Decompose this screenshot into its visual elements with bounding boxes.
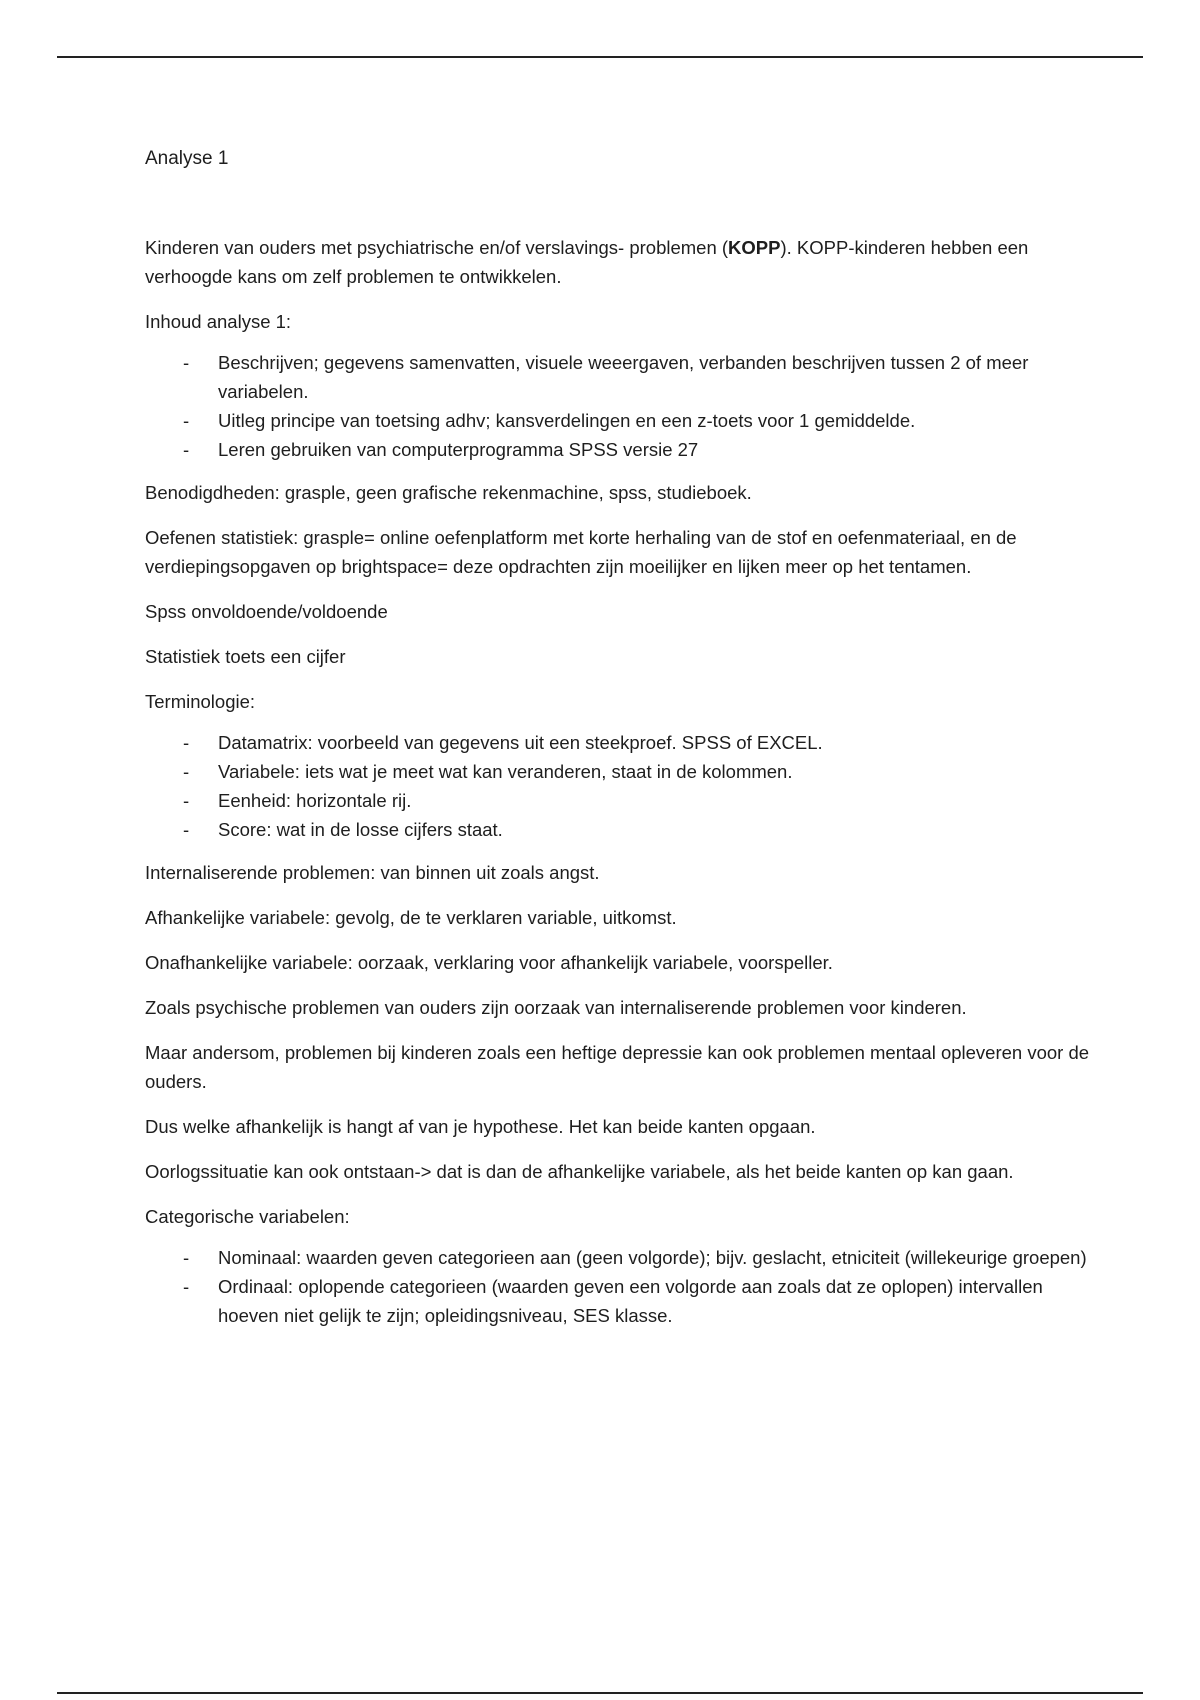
- intro-paragraph: [145, 233, 1105, 291]
- dash-bullet: -: [183, 439, 190, 460]
- list-item: - Nominaal: waarden geven categorieen aan (geen volgorde); bijv. geslacht, etniciteit (willekeurige groepen): [145, 1243, 1105, 1272]
- dash-bullet: -: [183, 790, 190, 811]
- categorische-list: [145, 1243, 1105, 1330]
- dash-bullet: -: [183, 819, 190, 840]
- categorische-heading: Categorische variabelen:: [145, 1206, 350, 1227]
- bottom-rule: [57, 1692, 1143, 1694]
- intro-text-pre: Kinderen van ouders met psychiatrische en/of verslavings- problemen (: [145, 237, 729, 258]
- list-item: - Variabele: iets wat je meet wat kan veranderen, staat in de kolommen.: [145, 757, 1105, 786]
- zoals-paragraph: Zoals psychische problemen van ouders zijn oorzaak van internaliserende problemen voor kinderen.: [145, 997, 967, 1018]
- afhankelijke-paragraph: Afhankelijke variabele: gevolg, de te verklaren variable, uitkomst.: [145, 907, 677, 928]
- maar-paragraph: Maar andersom, problemen bij kinderen zoals een heftige depressie kan ook problemen mentaal opleveren voor de ouders.: [145, 1042, 1090, 1092]
- terminologie-list: [145, 728, 1105, 844]
- dash-bullet: -: [183, 352, 190, 373]
- dash-bullet: -: [183, 1276, 190, 1297]
- dash-bullet: -: [183, 1247, 190, 1268]
- list-item: - Eenheid: horizontale rij.: [145, 786, 1105, 815]
- list-item: - Beschrijven; gegevens samenvatten, visuele weeergaven, verbanden beschrijven tussen 2 of meer variabelen.: [145, 348, 1105, 406]
- intro-text-bold: KOPP: [728, 237, 781, 258]
- page-title: Analyse 1: [145, 148, 229, 169]
- onafhankelijke-paragraph: Onafhankelijke variabele: oorzaak, verklaring voor afhankelijk variabele, voorspeller.: [145, 952, 833, 973]
- terminologie-heading: Terminologie:: [145, 691, 256, 712]
- oorlog-paragraph: Oorlogssituatie kan ook ontstaan-> dat is dan de afhankelijke variabele, als het beide kanten op kan gaan.: [145, 1161, 1014, 1182]
- list-item: - Datamatrix: voorbeeld van gegevens uit een steekproef. SPSS of EXCEL.: [145, 728, 1105, 757]
- list-item: - Leren gebruiken van computerprogramma SPSS versie 27: [145, 435, 1105, 464]
- spss-paragraph: Spss onvoldoende/voldoende: [145, 601, 388, 622]
- oefenen-paragraph: Oefenen statistiek: grasple= online oefenplatform met korte herhaling van de stof en oefenmateriaal, en de verdiepingsopgaven op brightspace= deze opdrachten zijn moeilijker en lijken meer op het tentamen.: [145, 527, 1017, 577]
- inhoud-list: [145, 348, 1105, 464]
- dash-bullet: -: [183, 410, 190, 431]
- intro-text-post: ). KOPP-kinderen hebben een verhoogde kans om zelf problemen te ontwikkelen.: [145, 237, 1029, 287]
- dash-bullet: -: [183, 732, 190, 753]
- inhoud-heading: Inhoud analyse 1:: [145, 311, 292, 332]
- dus-paragraph: Dus welke afhankelijk is hangt af van je hypothese. Het kan beide kanten opgaan.: [145, 1116, 816, 1137]
- document-page: [145, 145, 1105, 1344]
- list-item: - Uitleg principe van toetsing adhv; kansverdelingen en een z-toets voor 1 gemiddelde.: [145, 406, 1105, 435]
- benodigdheden-paragraph: Benodigdheden: grasple, geen grafische rekenmachine, spss, studieboek.: [145, 482, 752, 503]
- toets-paragraph: Statistiek toets een cijfer: [145, 646, 346, 667]
- list-item: - Ordinaal: oplopende categorieen (waarden geven een volgorde aan zoals dat ze oplopen) intervallen hoeven niet gelijk te zijn; opleidingsniveau, SES klasse.: [145, 1272, 1105, 1330]
- dash-bullet: -: [183, 761, 190, 782]
- internaliserende-paragraph: Internaliserende problemen: van binnen uit zoals angst.: [145, 862, 600, 883]
- top-rule: [57, 56, 1143, 58]
- list-item: - Score: wat in de losse cijfers staat.: [145, 815, 1105, 844]
